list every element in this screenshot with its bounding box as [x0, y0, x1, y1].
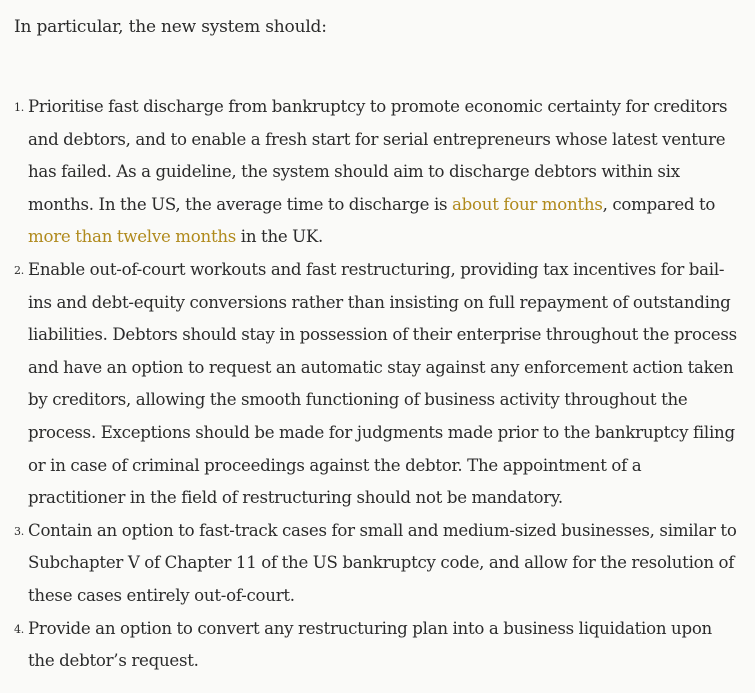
list-item-text: , compared to — [602, 194, 716, 214]
list-number: 3. — [14, 524, 24, 538]
more-than-twelve-months-link[interactable]: more than twelve months — [28, 227, 237, 247]
list-number: 2. — [14, 263, 24, 277]
list-item — [0, 515, 755, 613]
list-item-text: Provide an option to convert any restructuring plan into a business liquidation upon the debtor’s request. — [28, 618, 712, 671]
intro-paragraph: In particular, the new system should: — [14, 17, 327, 37]
list-item-text: Enable out-of-court workouts and fast restructuring, providing tax incentives for bail-ins and debt-equity conversions rather than insisting on full repayment of outstanding liabilities. Debtors should stay in possession of their enterprise throughout the process and have an option to request an automatic stay against any enforcement action taken by creditors, allowing the smooth functioning of business activity throughout the process. Exceptions should be made for judgments made prior to the bankruptcy filing or in case of criminal proceedings against the debtor. The appointment of a practitioner in the field of restructuring should not be mandatory. — [28, 259, 737, 508]
list-item — [0, 613, 755, 678]
list-item — [0, 91, 755, 254]
list-item — [0, 254, 755, 515]
list-item-text: Prioritise fast discharge from bankruptcy to promote economic certainty for creditors and debtors, and to enable a fresh start for serial entrepreneurs whose latest venture has failed. As a guideline, the system should aim to discharge debtors within six months. In the US, the average time to discharge is — [28, 97, 728, 214]
about-four-months-link[interactable]: about four months — [452, 194, 603, 214]
list-item-text: in the UK. — [236, 227, 324, 247]
recommendations-list — [0, 91, 755, 678]
list-number: 1. — [14, 101, 24, 114]
list-item-text: Contain an option to fast-track cases for small and medium-sized businesses, similar to Subchapter V of Chapter 11 of the US bankruptcy code, and allow for the resolution of these cases entirely out-of-court. — [28, 520, 737, 605]
list-number: 4. — [14, 622, 24, 636]
